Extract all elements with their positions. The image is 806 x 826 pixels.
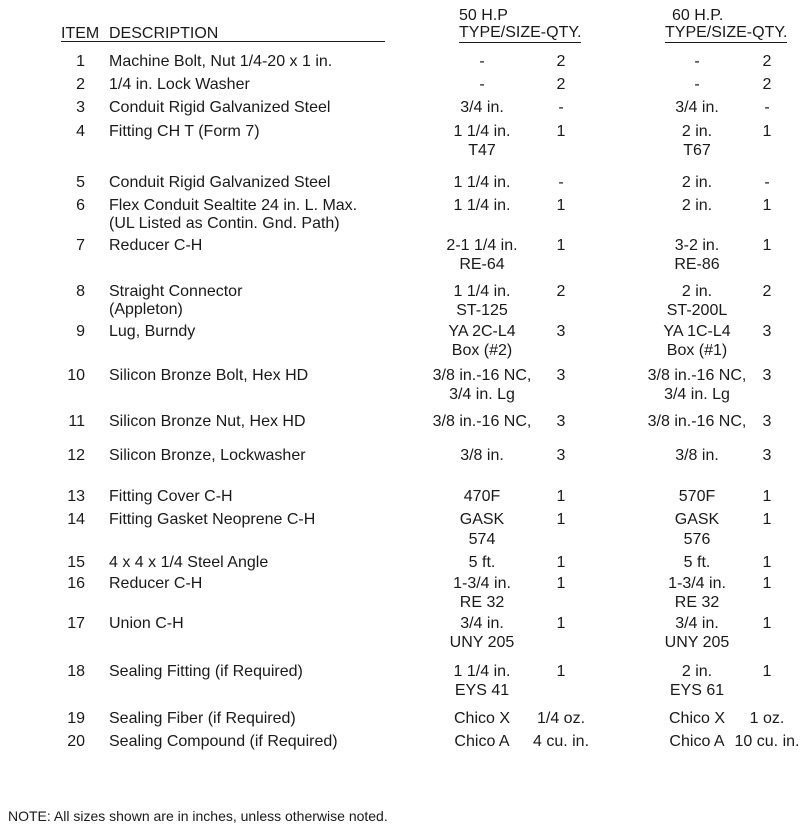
- hp50-qty: 1: [556, 554, 566, 571]
- hp60-type-size: 2 in.: [681, 663, 713, 680]
- hp60-qty: 3: [762, 367, 772, 384]
- item-description: Sealing Fitting (if Required): [109, 663, 303, 680]
- hp60-qty: 2: [762, 283, 772, 300]
- hp50-qty: 4 cu. in.: [532, 733, 590, 750]
- item-description: Fitting Cover C-H: [109, 488, 233, 505]
- item-description: Fitting Gasket Neoprene C-H: [109, 511, 316, 528]
- item-number: 16: [67, 575, 85, 592]
- hp60-type-size: RE 32: [674, 594, 720, 611]
- hp50-qty: 1: [556, 663, 566, 680]
- hp60-type-size: Box (#1): [666, 342, 728, 359]
- hp50-type-size: Chico A: [454, 733, 510, 750]
- item-number: 6: [76, 197, 85, 214]
- item-number: 14: [67, 511, 85, 528]
- item-description: Conduit Rigid Galvanized Steel: [109, 99, 331, 116]
- item-description: Machine Bolt, Nut 1/4-20 x 1 in.: [109, 53, 333, 70]
- hp60-type-size: 1-3/4 in.: [668, 575, 726, 592]
- item-number: 8: [76, 283, 85, 300]
- hp50-type-size: 1-3/4 in.: [453, 575, 511, 592]
- hp50-type-size: ST-125: [456, 302, 508, 319]
- hp50-type-size: 1 1/4 in.: [453, 663, 511, 680]
- item-description: Silicon Bronze, Lockwasher: [109, 447, 306, 464]
- hp60-qty: -: [764, 174, 770, 191]
- hp50-type-size: YA 2C-L4: [448, 323, 516, 340]
- hp50-type-size: 3/8 in.-16 NC,: [432, 413, 532, 430]
- hp60-type-size: 3/8 in.-16 NC,: [647, 413, 747, 430]
- item-description: Straight Connector: [109, 283, 243, 300]
- header-50hp-type-size-qty: TYPE/SIZE-QTY.: [459, 24, 582, 41]
- hp50-qty: 1: [556, 488, 566, 505]
- item-number: 17: [67, 615, 85, 632]
- hp60-type-size: 576: [683, 531, 711, 548]
- hp50-type-size: 1 1/4 in.: [453, 283, 511, 300]
- hp60-type-size: 3/8 in.: [675, 447, 719, 464]
- hp50-type-size: 3/4 in. Lg: [449, 386, 515, 403]
- hp50-type-size: 2-1 1/4 in.: [446, 237, 518, 254]
- hp50-qty: 1: [556, 237, 566, 254]
- hp60-qty: 2: [762, 76, 772, 93]
- item-description: Silicon Bronze Nut, Hex HD: [109, 413, 306, 430]
- hp50-qty: -: [558, 174, 564, 191]
- item-number: 2: [76, 76, 85, 93]
- hp50-type-size: GASK: [459, 511, 505, 528]
- hp60-qty: 1: [762, 511, 772, 528]
- header-50hp: 50 H.P: [459, 7, 508, 24]
- hp60-type-size: Chico X: [668, 710, 726, 727]
- item-number: 1: [76, 53, 85, 70]
- item-description: (Appleton): [109, 301, 183, 318]
- hp60-type-size: -: [694, 76, 700, 93]
- hp60-qty: 1: [762, 197, 772, 214]
- item-description: Reducer C-H: [109, 237, 203, 254]
- header-rule: [61, 41, 385, 42]
- item-number: 15: [67, 554, 85, 571]
- hp50-qty: 2: [556, 76, 566, 93]
- hp60-type-size: 3/4 in. Lg: [664, 386, 730, 403]
- hp60-qty: -: [764, 99, 770, 116]
- hp50-qty: 3: [556, 367, 566, 384]
- hp50-qty: 1: [556, 511, 566, 528]
- hp60-type-size: 3/4 in.: [675, 615, 719, 632]
- hp50-type-size: Box (#2): [451, 342, 513, 359]
- hp60-qty: 3: [762, 323, 772, 340]
- hp60-qty: 10 cu. in.: [734, 733, 800, 750]
- hp50-type-size: 574: [468, 531, 496, 548]
- item-description: Silicon Bronze Bolt, Hex HD: [109, 367, 309, 384]
- hp50-qty: 1/4 oz.: [536, 710, 586, 727]
- hp50-type-size: 1 1/4 in.: [453, 174, 511, 191]
- item-description: Flex Conduit Sealtite 24 in. L. Max.: [109, 197, 358, 214]
- hp50-type-size: EYS 41: [454, 682, 510, 699]
- hp60-qty: 1: [762, 663, 772, 680]
- hp60-qty: 1 oz.: [749, 710, 785, 727]
- hp60-type-size: 570F: [678, 488, 716, 505]
- hp60-type-size: RE-86: [674, 256, 720, 273]
- hp60-qty: 3: [762, 447, 772, 464]
- hp60-qty: 1: [762, 123, 772, 140]
- hp60-qty: 1: [762, 488, 772, 505]
- item-description: Union C-H: [109, 615, 184, 632]
- hp50-qty: 3: [556, 413, 566, 430]
- item-number: 12: [67, 447, 85, 464]
- hp50-type-size: 3/8 in.: [460, 447, 504, 464]
- hp60-type-size: 3/8 in.-16 NC,: [647, 367, 747, 384]
- item-description: Sealing Compound (if Required): [109, 733, 338, 750]
- item-number: 7: [76, 237, 85, 254]
- item-description: 4 x 4 x 1/4 Steel Angle: [109, 554, 269, 571]
- hp60-type-size: -: [694, 53, 700, 70]
- hp60-qty: 2: [762, 53, 772, 70]
- hp50-qty: -: [558, 99, 564, 116]
- hp60-qty: 1: [762, 554, 772, 571]
- hp60-type-size: 5 ft.: [683, 554, 711, 571]
- item-number: 10: [67, 367, 85, 384]
- hp50-type-size: -: [479, 53, 485, 70]
- item-description: 1/4 in. Lock Washer: [109, 76, 250, 93]
- hp50-type-size: 3/4 in.: [460, 99, 504, 116]
- hp50-type-size: 1 1/4 in.: [453, 123, 511, 140]
- item-number: 13: [67, 488, 85, 505]
- hp50-type-size: -: [479, 76, 485, 93]
- item-number: 20: [67, 733, 85, 750]
- hp60-qty: 3: [762, 413, 772, 430]
- hp60-type-size: ST-200L: [666, 302, 728, 319]
- item-description: Conduit Rigid Galvanized Steel: [109, 174, 331, 191]
- hp60-type-size: T67: [683, 142, 711, 159]
- item-number: 3: [76, 99, 85, 116]
- item-description: Lug, Burndy: [109, 323, 196, 340]
- hp50-type-size: 3/4 in.: [460, 615, 504, 632]
- item-number: 9: [76, 323, 85, 340]
- hp60-qty: 1: [762, 575, 772, 592]
- item-number: 19: [67, 710, 85, 727]
- hp60-qty: 1: [762, 237, 772, 254]
- footnote: NOTE: All sizes shown are in inches, unless otherwise noted.: [8, 808, 388, 824]
- hp60-type-size: EYS 61: [669, 682, 725, 699]
- hp60-type-size: 2 in.: [681, 123, 713, 140]
- hp60-type-size: 3-2 in.: [674, 237, 720, 254]
- hp50-qty: 2: [556, 283, 566, 300]
- item-description: Reducer C-H: [109, 575, 203, 592]
- hp50-qty: 1: [556, 197, 566, 214]
- item-number: 18: [67, 663, 85, 680]
- hp50-type-size: T47: [468, 142, 496, 159]
- hp50-type-size: 5 ft.: [468, 554, 496, 571]
- item-description: (UL Listed as Contin. Gnd. Path): [109, 215, 340, 232]
- hp60-type-size: UNY 205: [664, 634, 730, 651]
- hp50-qty: 1: [556, 575, 566, 592]
- header-60hp-type-size-qty: TYPE/SIZE-QTY.: [665, 24, 788, 41]
- hp50-qty: 1: [556, 123, 566, 140]
- hp60-type-size: GASK: [674, 511, 720, 528]
- hp50-type-size: 470F: [463, 488, 501, 505]
- item-number: 5: [76, 174, 85, 191]
- hp60-qty: 1: [762, 615, 772, 632]
- header-60hp: 60 H.P.: [672, 7, 724, 24]
- item-description: Fitting CH T (Form 7): [109, 123, 260, 140]
- hp60-type-size: 2 in.: [681, 197, 713, 214]
- item-number: 4: [76, 123, 85, 140]
- hp60-type-size: YA 1C-L4: [663, 323, 731, 340]
- header-item: ITEM: [61, 25, 100, 42]
- hp50-type-size: Chico X: [453, 710, 511, 727]
- hp50-qty: 2: [556, 53, 566, 70]
- hp60-type-size: 3/4 in.: [675, 99, 719, 116]
- hp50-type-size: UNY 205: [449, 634, 515, 651]
- item-description: Sealing Fiber (if Required): [109, 710, 296, 727]
- hp50-type-size: 1 1/4 in.: [453, 197, 511, 214]
- hp50-type-size: RE-64: [459, 256, 505, 273]
- hp50-qty: 3: [556, 323, 566, 340]
- item-number: 11: [68, 413, 85, 430]
- hp50-type-size: 3/8 in.-16 NC,: [432, 367, 532, 384]
- header-description: DESCRIPTION: [109, 25, 219, 42]
- hp60-type-size: 2 in.: [681, 174, 713, 191]
- hp60-type-size: 2 in.: [681, 283, 713, 300]
- hp50-qty: 3: [556, 447, 566, 464]
- hp60-type-size: Chico A: [669, 733, 725, 750]
- hp50-qty: 1: [556, 615, 566, 632]
- hp50-type-size: RE 32: [459, 594, 505, 611]
